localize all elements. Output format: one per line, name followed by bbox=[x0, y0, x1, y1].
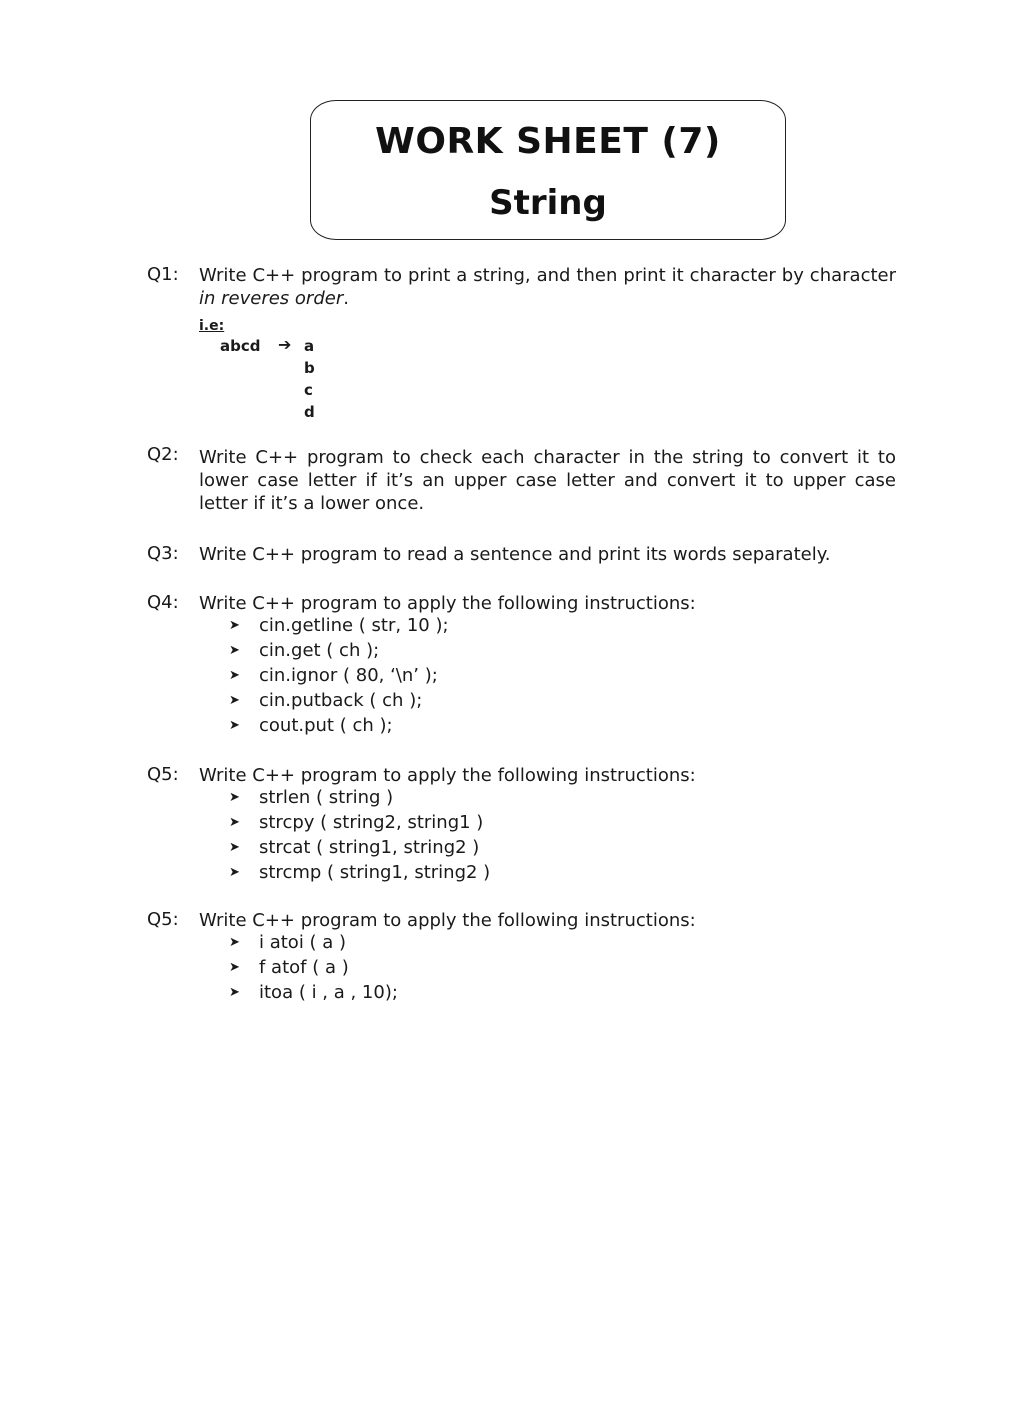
q1-text-plain: Write C++ program to print a string, and then print it character by character bbox=[199, 265, 896, 286]
q2-label: Q2: bbox=[147, 444, 179, 465]
list-item bbox=[229, 980, 398, 1005]
list-item bbox=[229, 638, 449, 663]
example-char: c bbox=[304, 381, 313, 399]
worksheet-subtitle: String bbox=[489, 183, 607, 223]
q1-label: Q1: bbox=[147, 264, 179, 285]
list-item-text: cin.putback ( ch ); bbox=[259, 690, 423, 711]
list-item-text: cin.ignor ( 80, ‘\n’ ); bbox=[259, 665, 438, 686]
bullet-arrow-icon: ➤ bbox=[229, 718, 240, 733]
q3-text: Write C++ program to read a sentence and print its words separately. bbox=[199, 544, 831, 565]
q1-text bbox=[199, 264, 896, 310]
bullet-arrow-icon: ➤ bbox=[229, 668, 240, 683]
list-item bbox=[229, 785, 490, 810]
title-box bbox=[310, 100, 786, 240]
q5-instruction-list bbox=[229, 785, 490, 885]
list-item bbox=[229, 810, 490, 835]
example-char: b bbox=[304, 359, 315, 377]
list-item bbox=[229, 713, 449, 738]
q5-label: Q5: bbox=[147, 764, 179, 785]
list-item bbox=[229, 860, 490, 885]
q4-label: Q4: bbox=[147, 592, 179, 613]
list-item-text: strcmp ( string1, string2 ) bbox=[259, 862, 491, 883]
bullet-arrow-icon: ➤ bbox=[229, 935, 240, 950]
list-item-text: strlen ( string ) bbox=[259, 787, 394, 808]
bullet-arrow-icon: ➤ bbox=[229, 985, 240, 1000]
list-item-text: strcpy ( string2, string1 ) bbox=[259, 812, 484, 833]
list-item-text: cin.getline ( str, 10 ); bbox=[259, 615, 449, 636]
list-item-text: itoa ( i , a , 10); bbox=[259, 982, 398, 1003]
list-item bbox=[229, 955, 398, 980]
q2-text: Write C++ program to check each character in the string to convert it to lower case letter if it’s an upper case letter and convert it to upper case letter if it’s a lower once. bbox=[199, 447, 896, 514]
bullet-arrow-icon: ➤ bbox=[229, 618, 240, 633]
q1-text-end: . bbox=[343, 288, 349, 309]
q4-instruction-list bbox=[229, 613, 449, 738]
list-item-text: strcat ( string1, string2 ) bbox=[259, 837, 480, 858]
example-char: a bbox=[304, 337, 315, 355]
q4-text: Write C++ program to apply the following instructions: bbox=[199, 593, 696, 614]
list-item-text: i atoi ( a ) bbox=[259, 932, 347, 953]
list-item bbox=[229, 688, 449, 713]
q3-label: Q3: bbox=[147, 543, 179, 564]
bullet-arrow-icon: ➤ bbox=[229, 693, 240, 708]
worksheet-title: WORK SHEET (7) bbox=[375, 121, 721, 162]
bullet-arrow-icon: ➤ bbox=[229, 790, 240, 805]
q6-text: Write C++ program to apply the following instructions: bbox=[199, 910, 696, 931]
arrow-right-icon: ➔ bbox=[278, 335, 292, 354]
bullet-arrow-icon: ➤ bbox=[229, 643, 240, 658]
example-source: abcd bbox=[220, 337, 261, 355]
q5-text: Write C++ program to apply the following instructions: bbox=[199, 765, 696, 786]
example-char: d bbox=[304, 403, 315, 421]
list-item bbox=[229, 930, 398, 955]
q6-label: Q5: bbox=[147, 909, 179, 930]
list-item-text: cout.put ( ch ); bbox=[259, 715, 393, 736]
list-item bbox=[229, 613, 449, 638]
q6-instruction-list bbox=[229, 930, 398, 1005]
example-label: i.e: bbox=[199, 318, 225, 334]
list-item bbox=[229, 663, 449, 688]
list-item bbox=[229, 835, 490, 860]
list-item-text: f atof ( a ) bbox=[259, 957, 349, 978]
bullet-arrow-icon: ➤ bbox=[229, 815, 240, 830]
bullet-arrow-icon: ➤ bbox=[229, 840, 240, 855]
bullet-arrow-icon: ➤ bbox=[229, 960, 240, 975]
q1-text-italic: in reveres order bbox=[199, 288, 344, 309]
list-item-text: cin.get ( ch ); bbox=[259, 640, 380, 661]
bullet-arrow-icon: ➤ bbox=[229, 865, 240, 880]
